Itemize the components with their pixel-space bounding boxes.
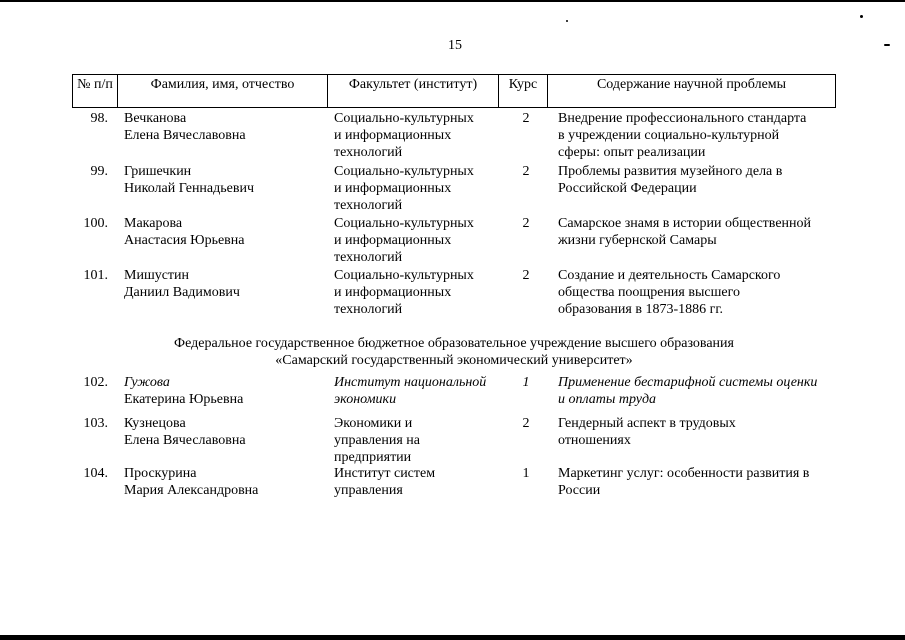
row-number: 98. xyxy=(90,111,108,126)
course: 2 xyxy=(522,416,530,431)
topic-line: Маркетинг услуг: особенности развития в xyxy=(558,466,810,481)
student-name xyxy=(124,163,324,197)
faculty-line: экономики xyxy=(334,392,397,407)
given-names: Елена Вячеславовна xyxy=(124,433,246,448)
faculty-line: и информационных xyxy=(334,181,452,196)
topic-line: Применение бестарифной системы оценки xyxy=(558,375,818,390)
student-name xyxy=(124,465,324,499)
topic-line: образования в 1873-1886 гг. xyxy=(558,302,724,317)
page-number: 15 xyxy=(448,38,462,53)
faculty-line: управления на xyxy=(334,433,420,448)
course: 2 xyxy=(522,216,530,231)
surname: Гужова xyxy=(124,375,170,390)
student-name xyxy=(124,415,324,449)
research-topic xyxy=(558,465,838,499)
faculty-line: Социально-культурных xyxy=(334,164,474,179)
student-name xyxy=(124,374,324,408)
surname: Гришечкин xyxy=(124,164,192,179)
topic-line: Российской Федерации xyxy=(558,181,697,196)
research-topic xyxy=(558,215,838,249)
student-name xyxy=(124,267,324,301)
faculty-line: Социально-культурных xyxy=(334,111,474,126)
faculty xyxy=(334,215,504,266)
course: 2 xyxy=(522,111,530,126)
research-topic xyxy=(558,267,838,318)
faculty-line: Институт национальной xyxy=(334,375,487,390)
faculty-line: Социально-культурных xyxy=(334,216,474,231)
course: 2 xyxy=(522,164,530,179)
faculty-line: Экономики и xyxy=(334,416,413,431)
scan-speck xyxy=(860,15,863,18)
given-names: Елена Вячеславовна xyxy=(124,128,246,143)
header-name-label: Фамилия, имя, отчество xyxy=(150,77,295,92)
faculty-line: технологий xyxy=(334,302,403,317)
topic-line: отношениях xyxy=(558,433,631,448)
research-topic xyxy=(558,163,838,197)
given-names: Екатерина Юрьевна xyxy=(124,392,244,407)
topic-line: Самарское знамя в истории общественной xyxy=(558,216,812,231)
topic-line: Создание и деятельность Самарского xyxy=(558,268,781,283)
faculty xyxy=(334,110,504,161)
topic-line: общества поощрения высшего xyxy=(558,285,740,300)
surname: Вечканова xyxy=(124,111,187,126)
faculty-line: Социально-культурных xyxy=(334,268,474,283)
given-names: Мария Александровна xyxy=(124,483,259,498)
topic-line: и оплаты труда xyxy=(558,392,657,407)
header-num-label: № п/п xyxy=(77,77,113,92)
course: 1 xyxy=(522,375,530,390)
surname: Макарова xyxy=(124,216,183,231)
faculty xyxy=(334,374,504,408)
faculty xyxy=(334,465,504,499)
faculty-line: технологий xyxy=(334,198,403,213)
university-heading xyxy=(72,335,836,369)
topic-line: в учреждении социально-культурной xyxy=(558,128,780,143)
scan-bottom-edge xyxy=(0,635,905,640)
research-topic xyxy=(558,415,838,449)
header-num xyxy=(72,74,118,108)
scan-speck xyxy=(884,44,890,46)
surname: Проскурина xyxy=(124,466,197,481)
university-name: «Самарский государственный экономический университет» xyxy=(275,353,633,368)
faculty-line: и информационных xyxy=(334,128,452,143)
student-name xyxy=(124,110,324,144)
topic-line: Проблемы развития музейного дела в xyxy=(558,164,783,179)
faculty-line: технологий xyxy=(334,145,403,160)
header-course xyxy=(498,74,548,108)
faculty xyxy=(334,415,504,466)
faculty xyxy=(334,267,504,318)
topic-line: России xyxy=(558,483,601,498)
faculty-line: и информационных xyxy=(334,285,452,300)
header-name xyxy=(117,74,328,108)
given-names: Даниил Вадимович xyxy=(124,285,240,300)
topic-line: Внедрение профессионального стандарта xyxy=(558,111,807,126)
row-number: 99. xyxy=(90,164,108,179)
faculty-line: Институт систем xyxy=(334,466,436,481)
row-number: 104. xyxy=(83,466,108,481)
course: 1 xyxy=(522,466,530,481)
faculty-line: технологий xyxy=(334,250,403,265)
row-number: 101. xyxy=(83,268,108,283)
header-faculty xyxy=(327,74,499,108)
given-names: Анастасия Юрьевна xyxy=(124,233,245,248)
course: 2 xyxy=(522,268,530,283)
header-topic-label: Содержание научной проблемы xyxy=(596,77,787,92)
surname: Кузнецова xyxy=(124,416,186,431)
faculty-line: предприятии xyxy=(334,450,412,465)
given-names: Николай Геннадьевич xyxy=(124,181,255,196)
research-topic xyxy=(558,374,838,408)
research-topic xyxy=(558,110,838,161)
university-heading-line: Федеральное государственное бюджетное образовательное учреждение высшего образования xyxy=(174,336,734,351)
faculty-line: управления xyxy=(334,483,403,498)
header-topic xyxy=(547,74,836,108)
topic-line: сферы: опыт реализации xyxy=(558,145,706,160)
header-course-label: Курс xyxy=(508,77,538,92)
faculty-line: и информационных xyxy=(334,233,452,248)
row-number: 103. xyxy=(83,416,108,431)
faculty xyxy=(334,163,504,214)
topic-line: Гендерный аспект в трудовых xyxy=(558,416,736,431)
scan-top-edge xyxy=(0,0,905,2)
surname: Мишустин xyxy=(124,268,190,283)
scan-speck xyxy=(566,20,568,22)
row-number: 102. xyxy=(83,375,108,390)
row-number: 100. xyxy=(83,216,108,231)
header-faculty-label: Факультет (институт) xyxy=(348,77,478,92)
student-name xyxy=(124,215,324,249)
table-header xyxy=(72,74,836,110)
topic-line: жизни губернской Самары xyxy=(558,233,717,248)
